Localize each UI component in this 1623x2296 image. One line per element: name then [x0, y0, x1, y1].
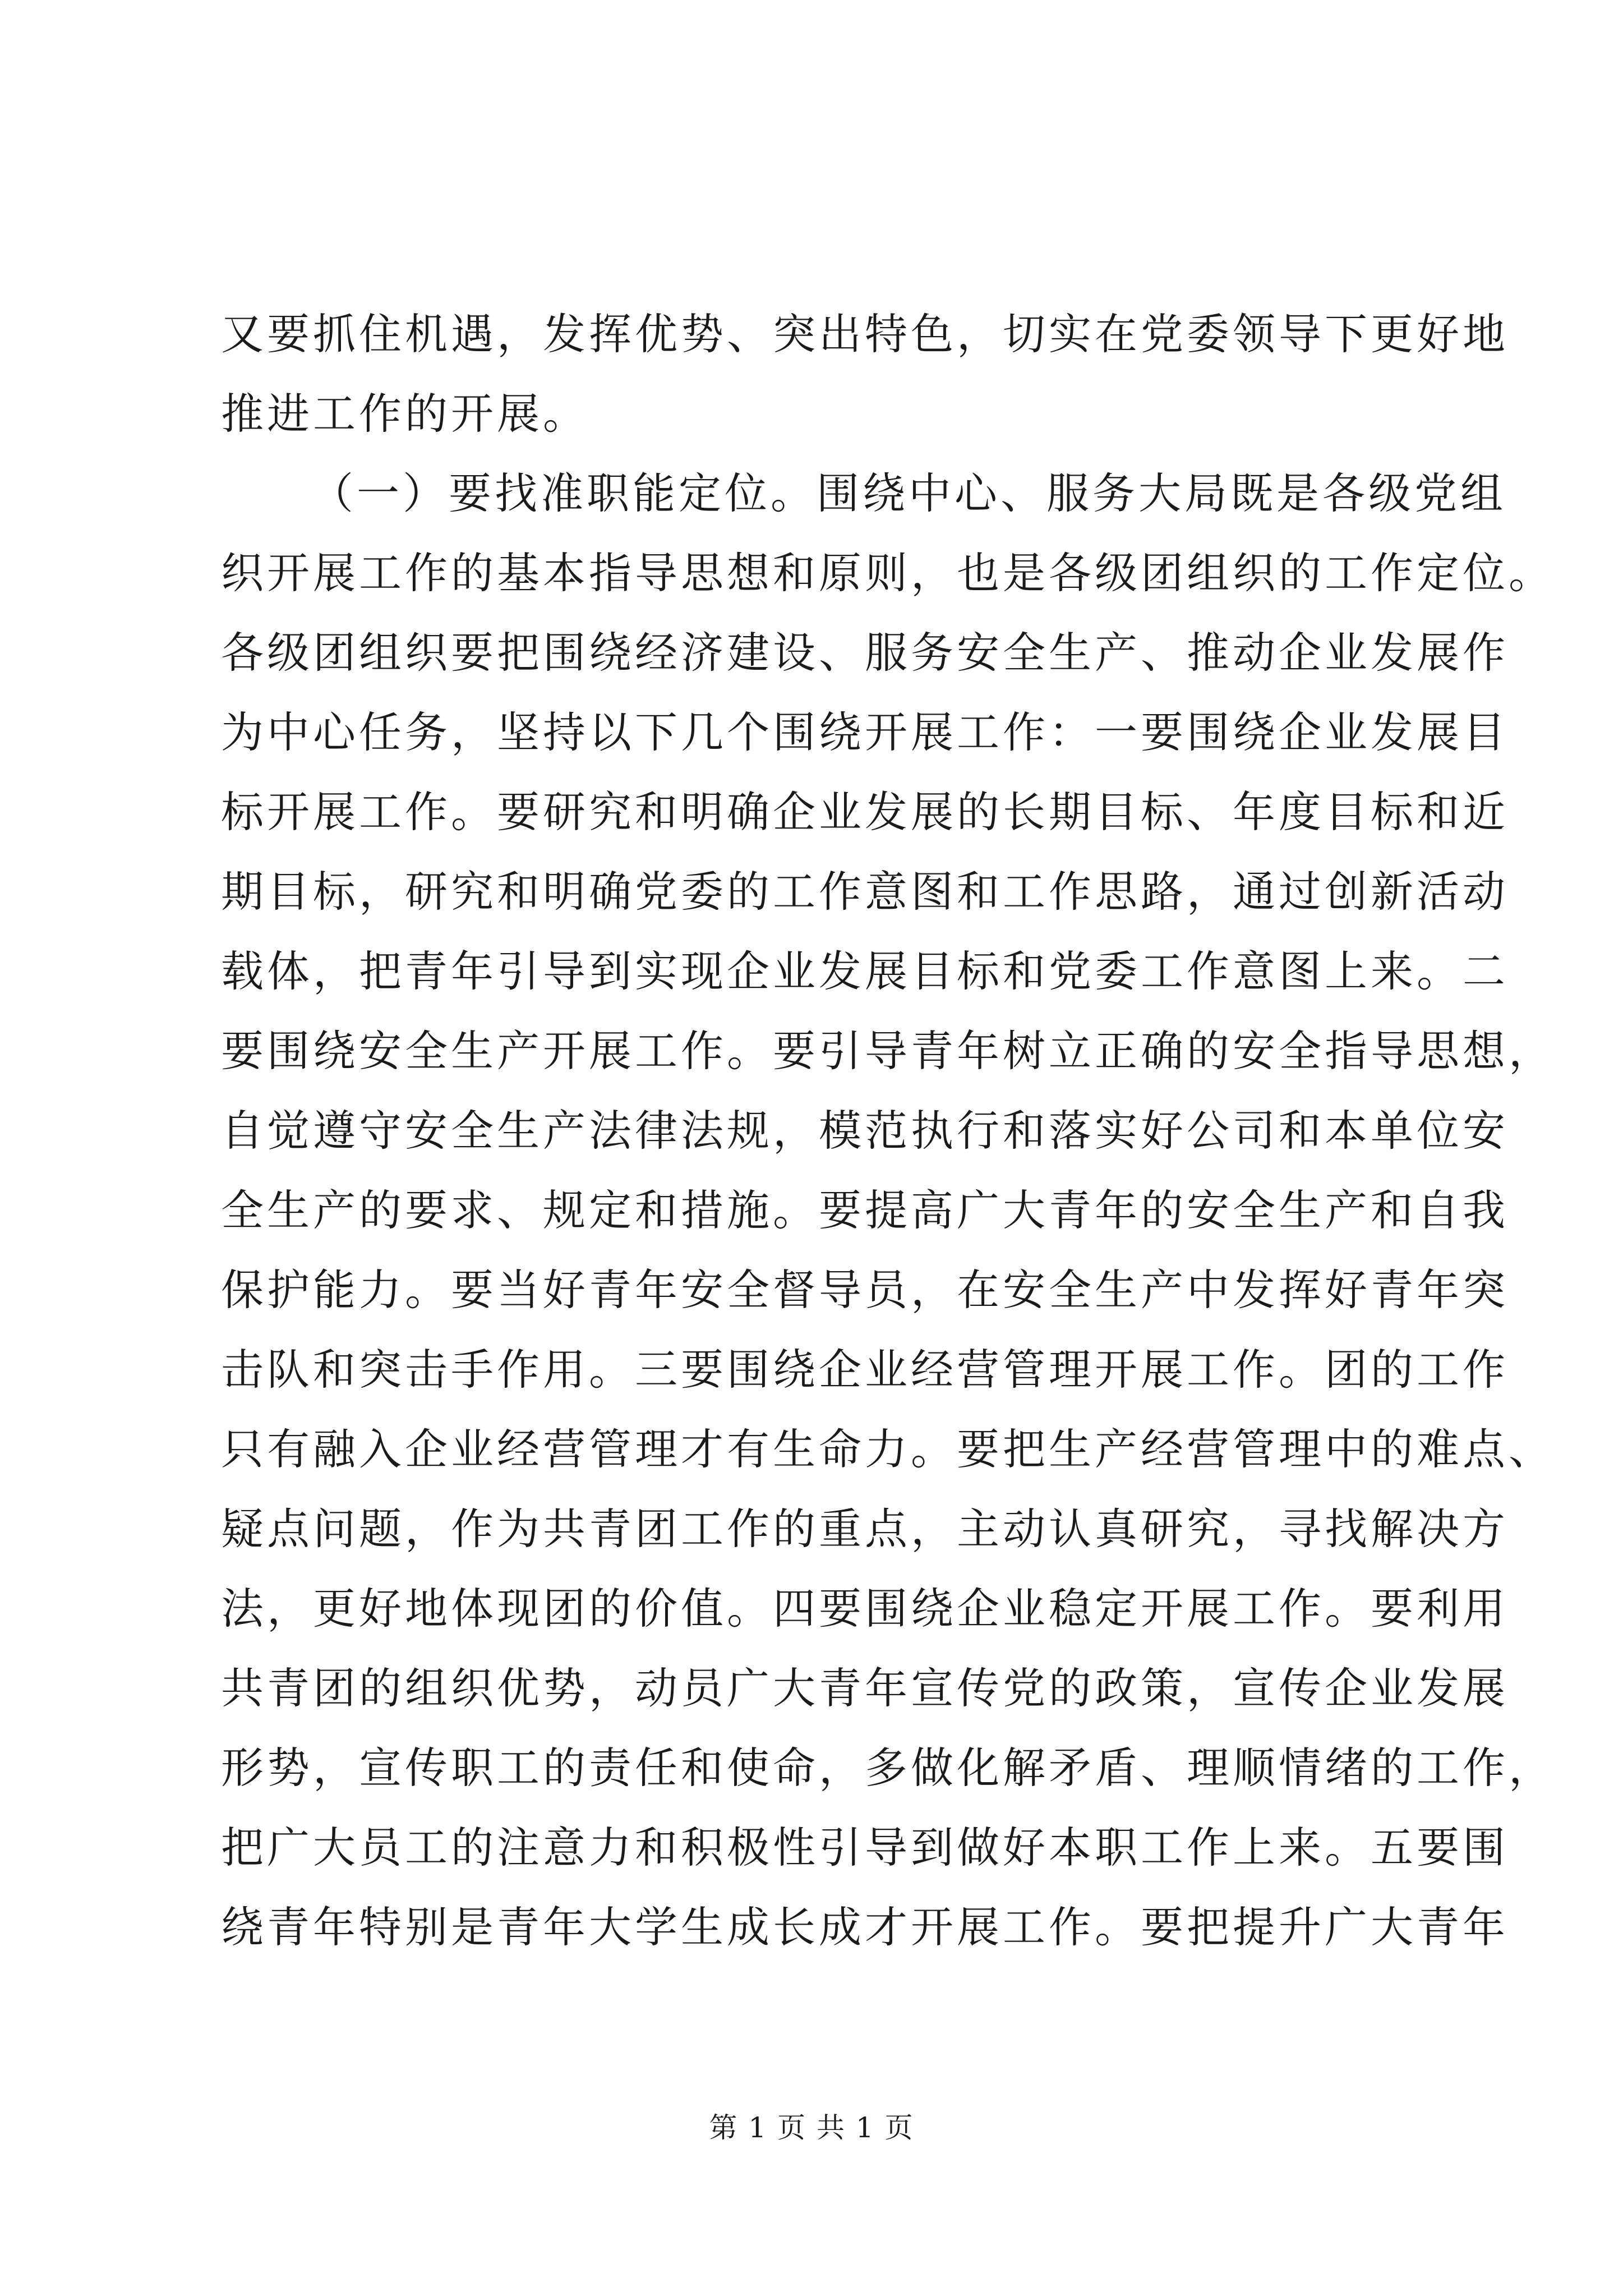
text-line: 共青团的组织优势，动员广大青年宣传党的政策，宣传企业发展 — [221, 1663, 1509, 1713]
text-line: 自觉遵守安全生产法律法规，模范执行和落实好公司和本单位安 — [221, 1106, 1509, 1156]
text-line: 又要抓住机遇，发挥优势、突出特色，切实在党委领导下更好地 — [221, 309, 1509, 359]
text-line: 保护能力。要当好青年安全督导员，在安全生产中发挥好青年突 — [221, 1265, 1509, 1315]
body-text — [221, 295, 1555, 1967]
text-line: 只有融入企业经营管理才有生命力。要把生产经营管理中的难点、 — [221, 1424, 1555, 1474]
text-line: 为中心任务，坚持以下几个围绕开展工作：一要围绕企业发展目 — [221, 707, 1509, 757]
text-line: 标开展工作。要研究和明确企业发展的长期目标、年度目标和近 — [221, 787, 1509, 837]
text-line: 织开展工作的基本指导思想和原则，也是各级团组织的工作定位。 — [221, 548, 1555, 598]
text-line: 全生产的要求、规定和措施。要提高广大青年的安全生产和自我 — [221, 1185, 1509, 1235]
text-line: 疑点问题，作为共青团工作的重点，主动认真研究，寻找解决方 — [221, 1504, 1509, 1554]
text-line: 期目标，研究和明确党委的工作意图和工作思路，通过创新活动 — [221, 867, 1509, 917]
text-line: 法，更好地体现团的价值。四要围绕企业稳定开展工作。要利用 — [221, 1584, 1509, 1634]
text-line: 形势，宣传职工的责任和使命，多做化解矛盾、理顺情绪的工作， — [221, 1743, 1555, 1793]
text-line: 载体，把青年引导到实现企业发展目标和党委工作意图上来。二 — [221, 946, 1509, 996]
text-line: 击队和突击手作用。三要围绕企业经营管理开展工作。团的工作 — [221, 1345, 1509, 1395]
text-line: 要围绕安全生产开展工作。要引导青年树立正确的安全指导思想， — [221, 1026, 1555, 1076]
text-line: 把广大员工的注意力和积极性引导到做好本职工作上来。五要围 — [221, 1823, 1509, 1872]
section-heading-line: （一）要找准职能定位。围绕中心、服务大局既是各级党组 — [311, 468, 1506, 518]
text-line: 推进工作的开展。 — [221, 389, 589, 439]
text-line: 绕青年特别是青年大学生成长成才开展工作。要把提升广大青年 — [221, 1902, 1509, 1952]
page-number-footer: 第 1 页 共 1 页 — [709, 2111, 914, 2144]
text-line: 各级团组织要把围绕经济建设、服务安全生产、推动企业发展作 — [221, 628, 1509, 678]
